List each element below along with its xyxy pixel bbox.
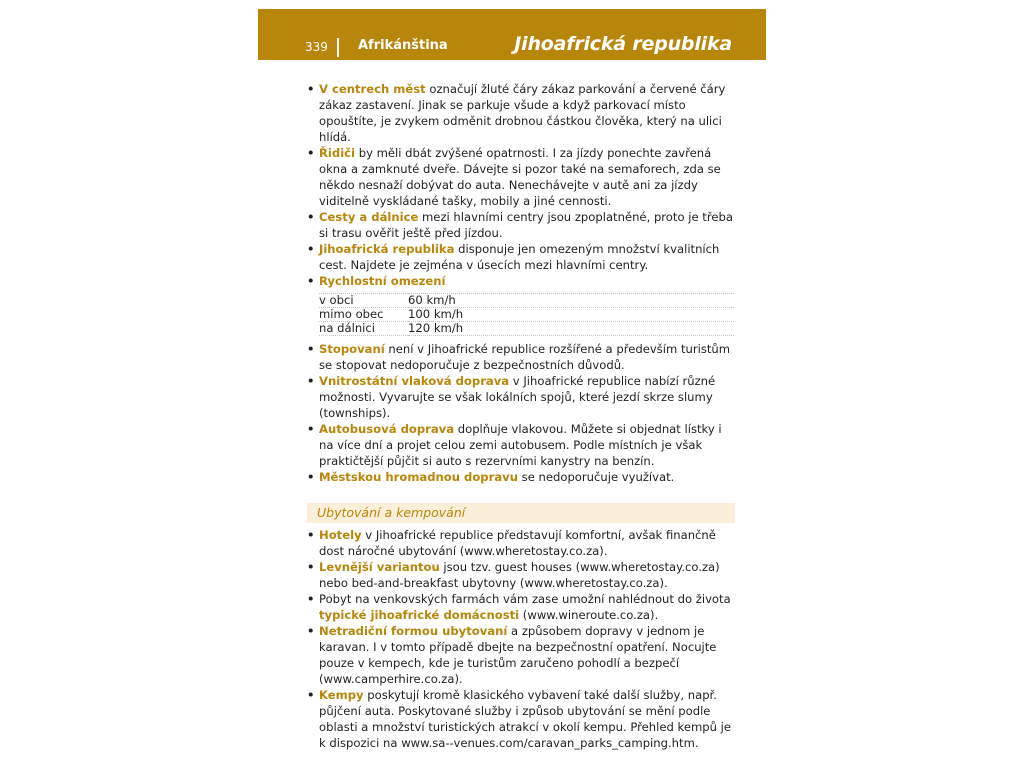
table-row [319,294,734,308]
item-lead: Levnější variantou [319,560,440,574]
item-lead: Vnitrostátní vlaková doprava [319,374,510,388]
header-country-title: Jihoafrická republika [514,33,732,55]
item-text: v Jihoafrické republice nabízí různé možnosti. Vyvarujte se však lokálních spojů, které jezdí skrze slumy (townships). [319,374,716,420]
list-item [307,559,739,591]
speed-place: na dálnici [319,322,408,336]
item-lead: Kempy [319,688,364,702]
page-number: 339 [305,40,328,54]
section-title: Ubytování a kempování [317,505,466,520]
item-text: označují žluté čáry zákaz parkování a červené čáry zákaz zastavení. Jinak se parkuje všude a když parkovací místo opouštíte, je zvykem odměnit drobnou částkou člověka, který na ulici hlídá. [319,82,726,144]
item-term: bed-and-breakfast [351,576,459,590]
item-lead: Autobusová doprava [319,422,455,436]
speed-limit: 100 km/h [408,308,734,322]
speed-place: mimo obec [319,308,408,322]
list-item [307,341,739,373]
header-language: Afrikánština [358,38,448,53]
book-page [258,9,766,759]
speed-limit-table [319,293,734,336]
item-lead: typické jihoafrické domácnosti [319,608,520,622]
item-lead: Řidiči [319,146,356,160]
item-text: disponuje jen omezeným množství kvalitních cest. Najdete je zejména v úsecích mezi hlavními centry. [319,242,720,272]
item-lead: Rychlostní omezení [319,274,446,288]
speed-limit: 60 km/h [408,294,734,308]
list-item [307,81,739,145]
item-text: není v Jihoafrické republice rozšířené a především turistům se stopovat nedoporučuje z bezpečnostních důvodů. [319,342,731,372]
item-text: jsou tzv. [439,560,495,574]
list-item [307,145,739,209]
header-separator [337,38,339,57]
item-lead: Cesty a dálnice [319,210,419,224]
transport-list-continued [307,341,739,485]
item-text: (www.wineroute.co.za). [519,608,659,622]
item-term: guest houses [494,560,572,574]
item-text: doplňuje vlakovou. Můžete si objednat lístky i na více dní a projet celou zemi autobusem. Podle místních je však praktičtější půjčit si auto s rezervními kanystry na benzín. [319,422,722,468]
item-text: poskytují kromě klasického vybavení také další služby, např. půjčení auta. Poskytované služby i způsob ubytování se mění podle oblasti a množství turistických atrakcí v okolí kempu. Přehled kempů je k dispozici na www.sa--venues.com/caravan_parks_camping.htm. [319,688,732,750]
item-text: se nedoporučuje využívat. [517,470,675,484]
list-item [307,623,739,687]
speed-place: v obci [319,294,408,308]
item-text: (www.wheretostay.co.za) nebo [319,560,720,590]
page-header [258,9,766,60]
transport-list [307,81,739,289]
item-lead: Netradiční formou ubytovaní [319,624,508,638]
section-heading-accommodation [307,503,735,523]
table-row [319,322,734,336]
table-row [319,308,734,322]
list-item [307,209,739,241]
item-lead: Stopovaní [319,342,385,356]
item-text: a způsobem dopravy v jednom je karavan. I v tomto případě dbejte na bezpečnostní opatření. Nocujte pouze v kempech, kde je turistům zaručeno pohodlí a bezpečí (www.camperhire.co.za). [319,624,717,686]
speed-limit: 120 km/h [408,322,734,336]
item-text: ubytovny (www.wheretostay.co.za). [458,576,668,590]
accommodation-list [307,527,739,751]
item-text: v Jihoafrické republice představují komfortní, avšak finančně dost náročné ubytování (www.wheretostay.co.za). [319,528,716,558]
list-item [307,421,739,469]
page-content [307,81,739,751]
item-lead: Hotely [319,528,362,542]
list-item-speed-limits [307,273,739,289]
item-text: by měli dbát zvýšené opatrnosti. I za jízdy ponechte zavřená okna a zamknuté dveře. Dávejte si pozor také na semaforech, zda se někdo nesnaží dobývat do auta. Nenechávejte v autě ani za jízdy viditelně vyskládané tašky, mobily a jiné cennosti. [319,146,721,208]
item-lead: V centrech měst [319,82,426,96]
list-item [307,469,739,485]
item-text: mezi hlavními centry jsou zpoplatněné, proto je třeba si trasu ověřit ještě před jízdou. [319,210,733,240]
item-lead: Jihoafrická republika [319,242,455,256]
item-text: Pobyt na venkovských farmách vám zase umožní nahlédnout do života [319,592,731,606]
item-lead: Městskou hromadnou dopravu [319,470,518,484]
list-item [307,591,739,623]
list-item [307,527,739,559]
list-item [307,373,739,421]
list-item [307,687,739,751]
list-item [307,241,739,273]
